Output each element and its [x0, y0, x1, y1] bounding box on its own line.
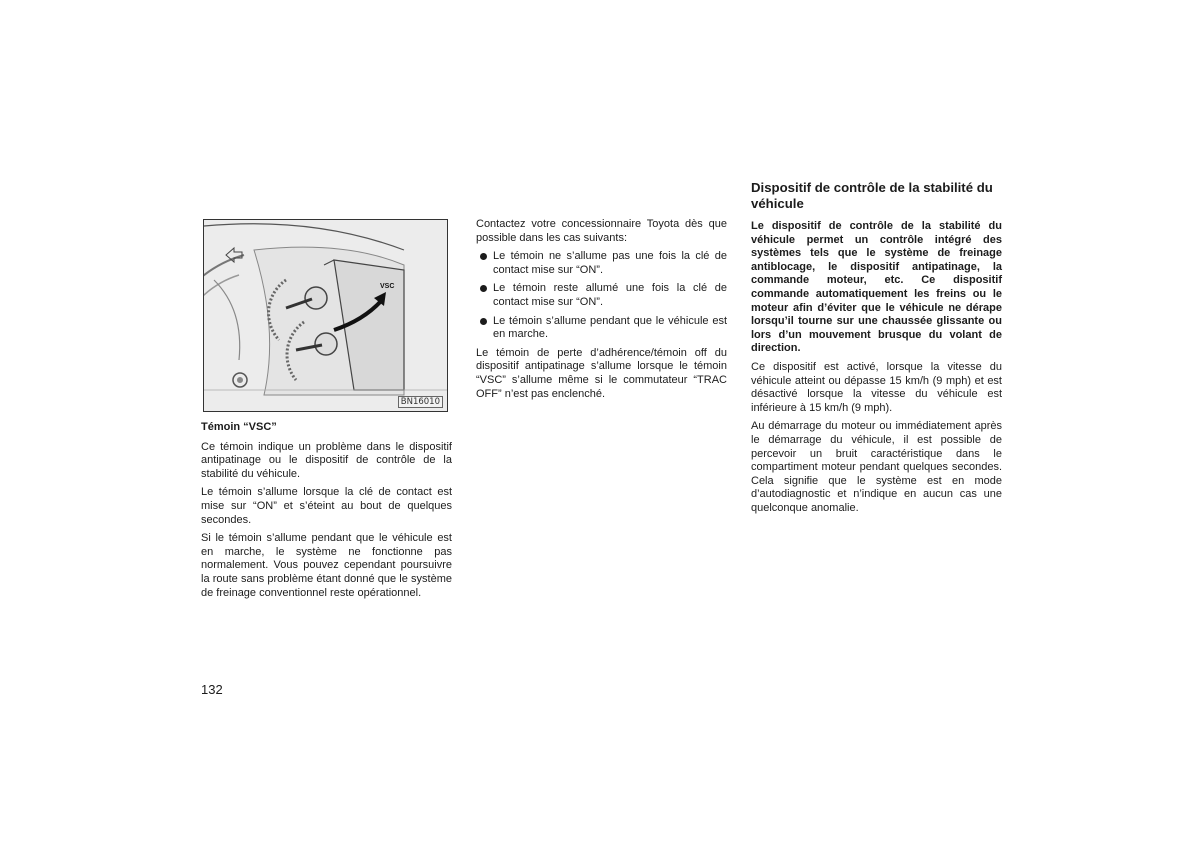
list-item	[476, 282, 727, 309]
paragraph: Le témoin de perte d’adhérence/témoin off du dispositif antipatinage s’allume lorsque le témoin “VSC” s’allume même si le commutateur “TRAC OFF” n’est pas enclenché.	[476, 346, 727, 400]
bullet-icon	[480, 318, 487, 325]
column-1	[201, 421, 452, 605]
paragraph: Ce témoin indique un problème dans le dispositif antipatinage ou le dispositif de contrôle de la stabilité du véhicule.	[201, 440, 452, 480]
list-item	[476, 315, 727, 342]
vsc-indicator-label: VSC	[380, 283, 395, 290]
column-3	[751, 180, 1002, 520]
list-item-text: Le témoin ne s’allume pas une fois la clé de contact mise sur “ON”.	[493, 250, 727, 276]
page-number: 132	[201, 682, 223, 697]
list-item-text: Le témoin reste allumé une fois la clé de contact mise sur “ON”.	[493, 282, 727, 308]
list-item-text: Le témoin s’allume pendant que le véhicule est en marche.	[493, 314, 727, 341]
intro-paragraph: Contactez votre concessionnaire Toyota dès que possible dans les cas suivants:	[476, 218, 727, 244]
paragraph: Au démarrage du moteur ou immédiatement après le démarrage du véhicule, il est possible de percevoir un bruit caractéristique dans le compartiment moteur pendant quelques secondes. Cela signifie que le système est en mode d’autodiagnostic et n’indique en aucun cas une quelconque anomalie.	[751, 420, 1002, 514]
section-subheading: Témoin “VSC”	[201, 421, 277, 433]
list-item	[476, 250, 727, 277]
bullet-icon	[480, 253, 487, 260]
bold-paragraph: Le dispositif de contrôle de la stabilité du véhicule permet un contrôle intégré des systèmes tels que le système de freinage antiblocage, le dispositif antipatinage, la commande moteur, etc. Ce dispositif commande automatiquement les freins ou le moteur afin d’éviter que le véhicule ne dérape lorsqu’il tourne sur une chaussée glissante ou lors d’un mouvement brusque du volant de direction.	[751, 220, 1002, 355]
column-2	[476, 218, 727, 406]
instrument-cluster-figure	[203, 219, 448, 412]
figure-code: BN16010	[398, 396, 443, 408]
bullet-icon	[480, 285, 487, 292]
instrument-cluster-illustration	[204, 220, 447, 411]
bullet-list	[476, 250, 727, 342]
paragraph: Ce dispositif est activé, lorsque la vitesse du véhicule atteint ou dépasse 15 km/h (9 mph) et est désactivé lorsque la vitesse du véhicule est inférieure à 15 km/h (9 mph).	[751, 360, 1002, 414]
paragraph: Si le témoin s’allume pendant que le véhicule est en marche, le système ne fonctionne pas normalement. Vous pouvez cependant poursuivre la route sans problème étant donné que le système de freinage conventionnel reste opérationnel.	[201, 532, 452, 599]
paragraph: Le témoin s’allume lorsque la clé de contact est mise sur “ON” et s’éteint au bout de quelques secondes.	[201, 486, 452, 526]
section-title: Dispositif de contrôle de la stabilité du véhicule	[751, 180, 993, 211]
